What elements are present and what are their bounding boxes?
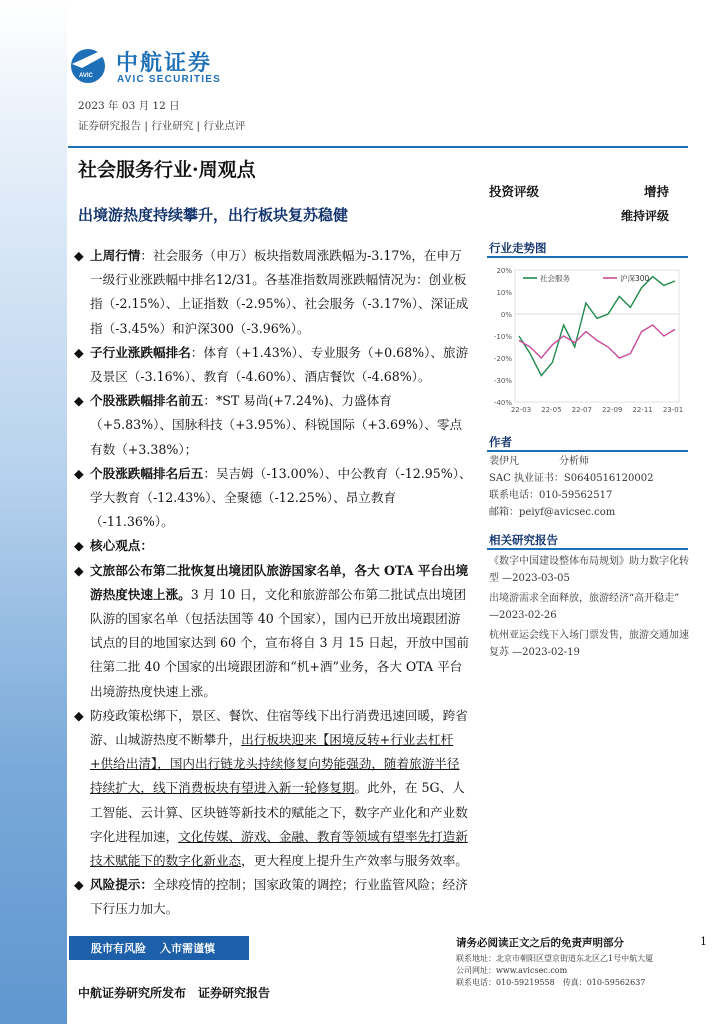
report-type: 证券研究报告 | 行业研究 | 行业点评 (78, 120, 246, 132)
diamond-bullet-icon: ◆ (74, 538, 84, 554)
diamond-bullet-icon: ◆ (74, 562, 84, 578)
contact-address: 联系地址：北京市朝阳区望京街道东北区乙1号中航大厦 (456, 954, 654, 963)
rating-label: 投资评级 (489, 184, 540, 199)
author-heading-rule (487, 450, 688, 452)
bullet-core-view: ◆ 核心观点： (74, 534, 472, 558)
rating-value: 增持 (644, 184, 670, 199)
page-subtitle: 出境游热度持续攀升，出行板块复苏稳健 (78, 206, 349, 224)
author-phone: 联系电话：010-59562517 (489, 490, 613, 501)
y-tick-label: -30% (493, 377, 512, 385)
footer-publisher: 中航证券研究所发布 证券研究报告 (78, 986, 271, 1000)
contact-website[interactable]: 公司网址：www.avicsec.com (456, 966, 568, 975)
series-line-csi300 (519, 325, 675, 358)
author-sac: SAC 执业证书：S0640516120002 (489, 473, 654, 484)
main-content (74, 244, 472, 922)
bullet-weekly-market: ◆ 上周行情：社会服务（申万）板块指数周涨跌幅为-3.17%，在申万一级行业涨跌幅中排名12/31。各基准指数周涨跌幅情况为：创业板指（-2.15%）、上证指数（-2.95%）、社会服务（-3.17%）、深证成指（-3.45%）和沪深300（-3.96%）。 (74, 244, 472, 341)
risk-badge-text: 股市有风险 (91, 942, 146, 955)
chart-heading: 行业走势图 (489, 241, 547, 255)
author-heading: 作者 (489, 435, 512, 449)
report-date: 2023 年 03 月 12 日 (78, 100, 180, 112)
y-tick-label: -20% (493, 355, 512, 363)
x-tick-label: 22-03 (510, 406, 532, 414)
x-tick-label: 22-11 (632, 406, 653, 414)
author-email[interactable]: 邮箱：peiyf@avicsec.com (489, 507, 616, 518)
svg-text:AVIC: AVIC (79, 73, 93, 79)
disclaimer-note: 请务必阅读正文之后的免责声明部分 (456, 937, 624, 949)
bullet-sub-industry: ◆ 子行业涨跌幅排名：体育（+1.43%）、专业服务（+0.68%）、旅游及景区（-3.16%）、教育（-4.60%）、酒店餐饮（-4.68%）。 (74, 341, 472, 389)
page-title: 社会服务行业·周观点 (78, 159, 256, 181)
risk-warning: ◆ 风险提示：全球疫情的控制；国家政策的调控；行业监管风险；经济下行压力加大。 (74, 873, 472, 921)
legend-label: 沪深300 (620, 274, 650, 283)
diamond-bullet-icon: ◆ (74, 465, 84, 481)
x-tick-label: 22-07 (571, 406, 592, 414)
y-tick-label: 0% (500, 311, 512, 319)
diamond-bullet-icon: ◆ (74, 707, 84, 723)
bullet-top-five: ◆ 个股涨跌幅排名前五：*ST 易尚(+7.24%)、力盛体育（+5.83%）、国脉科技（+3.95%）、科锐国际（+3.69%）、零点有数（+3.38%）； (74, 389, 472, 462)
logo-chinese: 中航证券 (116, 51, 213, 76)
related-heading-rule (487, 548, 688, 550)
y-tick-label: 10% (496, 289, 512, 297)
related-heading: 相关研究报告 (489, 533, 558, 547)
x-tick-label: 22-09 (602, 406, 623, 414)
related-list (489, 554, 689, 661)
contact-phone: 联系电话：010-59219558 传真：010-59562637 (456, 978, 646, 987)
left-sidebar-gradient (0, 0, 67, 1024)
bullet-bottom-five: ◆ 个股涨跌幅排名后五：吴吉姆（-13.00%）、中公教育（-12.95%）、学大教育（-12.43%）、全聚德（-12.25%）、昂立教育（-11.36%）。 (74, 462, 472, 535)
logo-english: AVIC SECURITIES (117, 74, 221, 85)
industry-trend-chart (489, 262, 685, 420)
contact-info (456, 953, 696, 989)
header-divider (68, 146, 688, 148)
y-tick-label: 20% (496, 267, 512, 275)
related-item[interactable]: 《数字中国建设整体布局规划》助力数字化转型 —2023-03-05 (489, 556, 689, 584)
core-point-2: ◆ 防疫政策松绑下，景区、餐饮、住宿等线下出行消费迅速回暖，跨省游、山城游热度不断攀升，出行板块迎来【困境反转+行业去杠杆+供给出清】，国内出行链龙头持续修复向势能强劲，随着旅游半径持续扩大，线下消费板块有望进入新一轮修复期。此外，在 5G、人工智能、云计算、区块链等新技术的赋能之下，数字产业化和产业数字化进程加速，文化传媒、游戏、金融、教育等领域有望率先打造新技术赋能下的数字化新业态，更大程度上提升生产效率与服务效率。 (74, 704, 472, 873)
x-tick-label: 23-01 (662, 406, 684, 414)
plot-frame (515, 270, 679, 402)
related-item[interactable]: 出境游需求全面释放，旅游经济“高开稳走” —2023-02-26 (489, 593, 680, 621)
legend-label: 社会服务 (540, 274, 570, 283)
author-name: 裴伊凡 分析师 (489, 456, 589, 467)
core-point-1: ◆ 文旅部公布第二批恢复出境团队旅游国家名单，各大 OTA 平台出境游热度快速上涨。3 月 10 日，文化和旅游部公布第二批试点出境团队游的国家名单（包括法国等 40 个国家），国内已开放出境跟团游试点的目的地国家达到 60 个，宣布将自 3 月 15 日起，开放中国前往第二批 40 个国家的出境跟团游和“机+酒”业务，各大 OTA 平台出境游热度快速上涨。 (74, 559, 472, 704)
risk-badge (69, 936, 249, 960)
page-number: 1 (700, 935, 707, 948)
risk-badge-text-2: 入市需谨慎 (160, 942, 215, 955)
y-tick-label: -40% (493, 399, 512, 407)
diamond-bullet-icon: ◆ (74, 248, 84, 263)
diamond-bullet-icon: ◆ (74, 344, 84, 360)
related-item[interactable]: 杭州亚运会线下入场门票发售，旅游交通加速复苏 —2023-02-19 (489, 630, 689, 658)
rating-sub: 维持评级 (621, 209, 670, 223)
chart-heading-rule (487, 256, 688, 258)
diamond-bullet-icon: ◆ (74, 393, 84, 409)
diamond-bullet-icon: ◆ (74, 877, 84, 893)
y-tick-label: -10% (493, 333, 512, 341)
x-tick-label: 22-05 (541, 406, 562, 414)
